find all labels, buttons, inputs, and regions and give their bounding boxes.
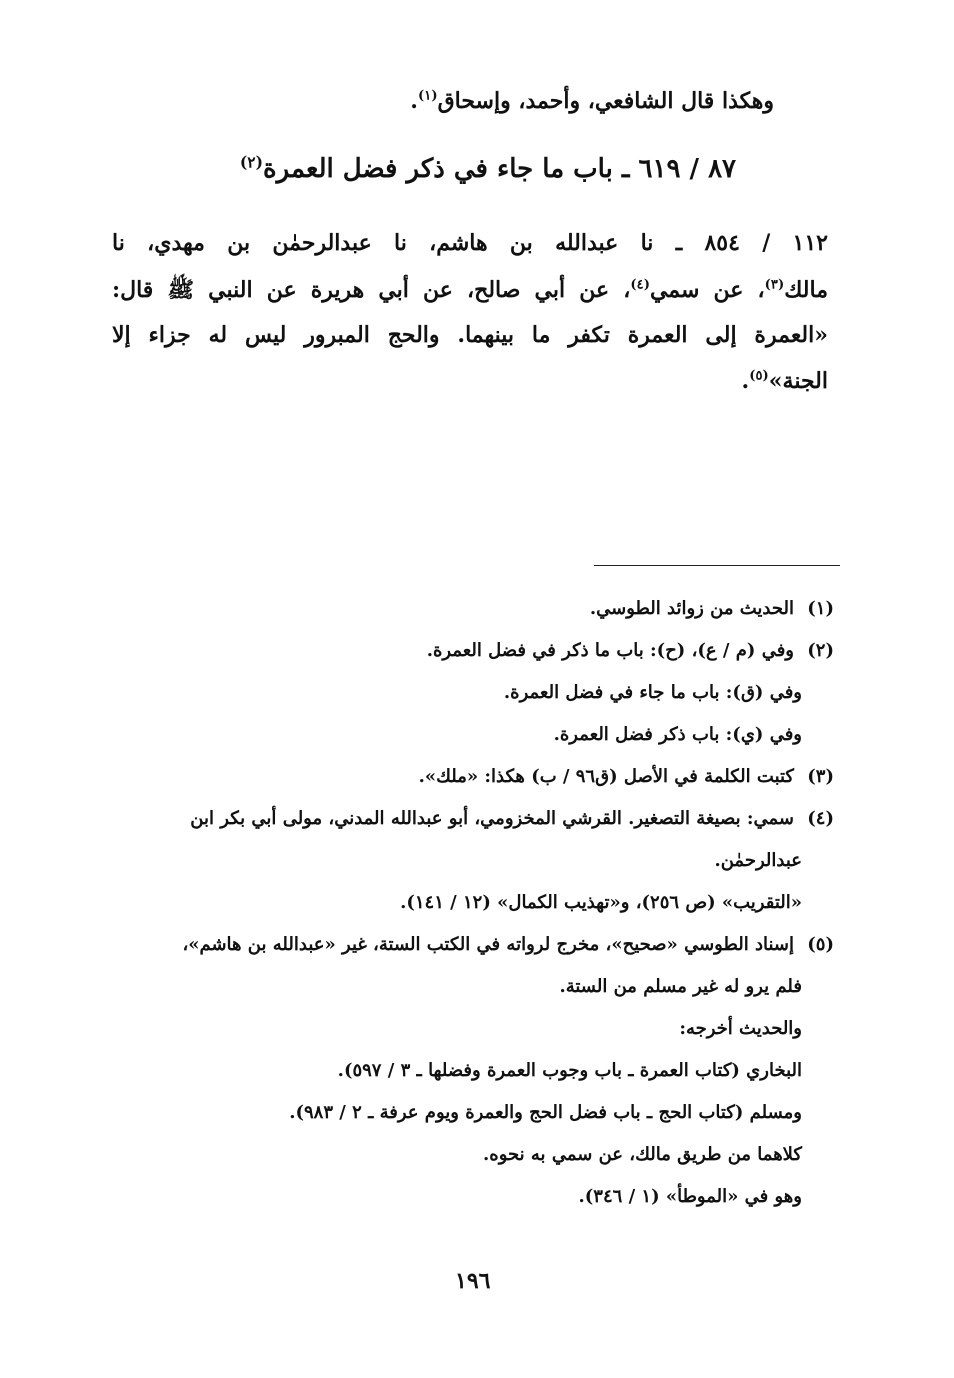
footnote-2-text: وفي (م / ع)، (ح): باب ما ذكر في فضل العمرة. [426, 640, 794, 661]
footnote-2-line-3 [554, 724, 802, 745]
hadith-line-2 [112, 276, 828, 308]
hadith-line-4-end: . [741, 368, 750, 394]
footnote-5-text: إسناد الطوسي «صحيح»، مخرج لرواته في الكتب الستة، غير «عبدالله بن هاشم»، [182, 934, 794, 955]
footnote-5-line-3-text: والحديث أخرجه: [679, 1018, 802, 1039]
footnote-2-line-3-text: وفي (ي): باب ذكر فضل العمرة. [553, 724, 802, 745]
footnote-4-line-2-text: عبدالرحمٰن. [714, 850, 802, 871]
footnote-4-line-3-text: «التقريب» (ص ٢٥٦)، و«تهذيب الكمال» (١٢ / ١٤١). [400, 892, 802, 913]
footnote-4-text: سمي: بصيغة التصغير. القرشي المخزومي، أبو عبدالله المدني، مولى أبي بكر ابن [190, 808, 794, 829]
footnote-4-line-2 [714, 850, 802, 871]
hadith-narrator-malik: مالك [784, 277, 828, 303]
footnote-3 [419, 766, 834, 787]
footnote-5-number: (٥) [807, 934, 834, 955]
intro-line [410, 88, 774, 114]
footnote-2-line-2-text: وفي (ق): باب ما جاء في فضل العمرة. [503, 682, 802, 703]
footnote-ref-4[interactable]: (٤) [630, 277, 650, 293]
section-heading [240, 154, 736, 184]
hadith-line-4 [742, 368, 828, 394]
footnote-4-number: (٤) [807, 808, 834, 829]
page-number [455, 1268, 490, 1294]
hadith-chain-rest: ، عن أبي صالح، عن أبي هريرة عن النبي ﷺ قال: [112, 277, 631, 303]
intro-text: وهكذا قال الشافعي، وأحمد، وإسحاق [437, 88, 774, 114]
footnote-5-line-4 [338, 1060, 802, 1081]
footnote-5-line-6 [483, 1144, 802, 1165]
footnote-ref-3[interactable]: (٣) [764, 277, 785, 293]
footnote-ref-1[interactable]: (١) [417, 88, 438, 104]
hadith-narrator-sumay: ، عن سمي [649, 277, 765, 303]
footnote-5-line-2-text: فلم يرو له غير مسلم من الستة. [559, 976, 802, 997]
footnote-5-line-2 [559, 976, 802, 997]
footnote-3-number: (٣) [807, 766, 834, 787]
footnote-5-line-7-text: وهو في «الموطأ» (١ / ٣٤٦). [578, 1186, 802, 1207]
footnote-3-text: كتبت الكلمة في الأصل (ق٩٦ / ب) هكذا: «ملك». [418, 766, 794, 787]
footnote-1 [590, 598, 834, 619]
footnote-ref-2[interactable]: (٢) [239, 152, 264, 172]
hadith-line-3-text: «العمرة إلى العمرة تكفر ما بينهما. والحج المبرور ليس له جزاء إلا [112, 322, 828, 348]
footnote-5-line-6-text: كلاهما من طريق مالك، عن سمي به نحوه. [483, 1144, 802, 1165]
footnote-separator [594, 565, 840, 566]
section-heading-text: ٨٧ / ٦١٩ ـ باب ما جاء في ذكر فضل العمرة [263, 154, 736, 184]
footnote-4 [190, 808, 834, 829]
footnote-5-line-3 [679, 1018, 802, 1039]
footnote-5-line-4-text: البخاري (كتاب العمرة ـ باب وجوب العمرة وفضلها ـ ٣ / ٥٩٧). [337, 1060, 802, 1081]
footnote-2-line-2 [504, 682, 802, 703]
hadith-line-1-text: ١١٢ / ٨٥٤ ـ نا عبدالله بن هاشم، نا عبدالرحمٰن بن مهدي، نا [112, 230, 828, 256]
page-number-text: ١٩٦ [455, 1268, 491, 1294]
footnote-5 [182, 934, 834, 955]
hadith-line-3 [112, 322, 828, 348]
footnote-ref-5[interactable]: (٥) [749, 368, 769, 384]
footnote-2-number: (٢) [807, 640, 834, 661]
hadith-line-1 [112, 230, 828, 256]
footnote-5-line-5-text: ومسلم (كتاب الحج ـ باب فضل الحج والعمرة ويوم عرفة ـ ٢ / ٩٨٣). [289, 1102, 802, 1123]
footnote-2 [427, 640, 834, 661]
footnote-4-line-3 [400, 892, 802, 913]
intro-end: . [410, 88, 418, 114]
hadith-line-4-text: الجنة» [768, 368, 828, 394]
footnote-1-text: الحديث من زوائد الطوسي. [589, 598, 794, 619]
footnote-5-line-5 [289, 1102, 802, 1123]
footnote-1-number: (١) [807, 598, 834, 619]
footnote-5-line-7 [578, 1186, 802, 1207]
